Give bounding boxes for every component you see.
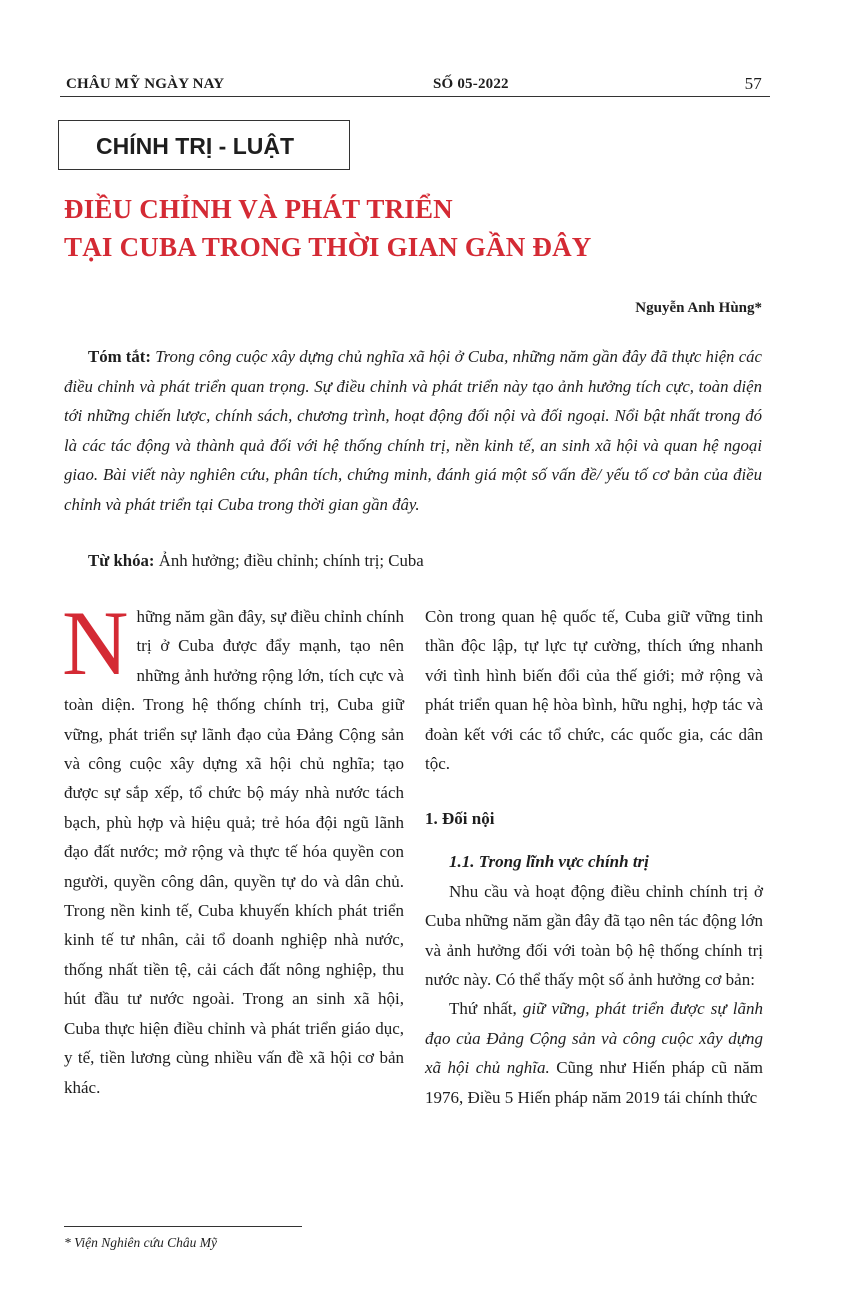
body-left-text: hững năm gần đây, sự điều chỉnh chính trị ở Cuba được đẩy mạnh, tạo nên những ảnh hưởng rộng lớn, tích cực và toàn diện. Trong hệ thống chính trị, Cuba giữ vững, phát triển sự lãnh đạo của Đảng Cộng sản và công cuộc xây dựng xã hội chủ nghĩa; tạo được sự sắp xếp, tổ chức bộ máy nhà nước tách bạch, phù hợp và hiệu quả; trẻ hóa đội ngũ lãnh đạo đất nước; mở rộng và thực tế hóa quyền con người, quyền công dân, quyền tự do và dân chủ. Trong nền kinh tế, Cuba khuyến khích phát triển kinh tế tư nhân, cải tổ doanh nghiệp nhà nước, thống nhất tiền tệ, cải cách đất nông nghiệp, thu hút đầu tư nước ngoài. Trong an sinh xã hội, Cuba thực hiện điều chỉnh và phát triển giáo dục, y tế, tiền lương cùng nhiều vấn đề xã hội cơ bản khác.: [64, 607, 404, 1097]
body-right-intro: Còn trong quan hệ quốc tế, Cuba giữ vững tinh thần độc lập, tự lực tự cường, thích ứng nhanh với tình hình biến đổi của thế giới; mở rộng và phát triển quan hệ hòa bình, hữu nghị, hợp tác và đoàn kết với các tổ chức, các quốc gia, các dân tộc.: [425, 607, 763, 774]
footnote: * Viện Nghiên cứu Châu Mỹ: [64, 1235, 217, 1250]
abstract-label: Tóm tắt:: [88, 347, 151, 366]
title-line-1: ĐIỀU CHỈNH VÀ PHÁT TRIỂN: [64, 194, 453, 224]
abstract-text: Trong công cuộc xây dựng chủ nghĩa xã hội ở Cuba, những năm gần đây đã thực hiện các điều chỉnh và phát triển quan trọng. Sự điều chỉnh và phát triển này tạo ảnh hưởng tích cực, toàn diện tới những chiến lược, chính sách, chương trình, hoạt động đối nội và đối ngoại. Nổi bật nhất trong đó là các tác động và thành quả đối với hệ thống chính trị, nền kinh tế, an sinh xã hội và quan hệ ngoại giao. Bài viết này nghiên cứu, phân tích, chứng minh, đánh giá một số vấn đề/ yếu tố cơ bản của điều chỉnh và phát triển tại Cuba trong thời gian gần đây.: [64, 347, 762, 514]
body-paragraph-1: Nhu cầu và hoạt động điều chỉnh chính trị ở Cuba những năm gần đây đã tạo nên tác động lớn và ảnh hưởng đối với toàn bộ hệ thống chính trị nước này. Có thể thấy một số ảnh hưởng cơ bản:: [425, 881, 763, 990]
para2-start: Thứ nhất,: [449, 999, 517, 1019]
para2-end: Cũng như Hiến pháp cũ năm 1976, Điều 5 Hiến pháp năm 2019 tái chính thức: [425, 1058, 763, 1107]
keywords-label: Từ khóa:: [88, 551, 155, 570]
abstract: [64, 342, 762, 519]
drop-cap: N: [62, 592, 129, 694]
title-line-2: TẠI CUBA TRONG THỜI GIAN GẦN ĐÂY: [64, 232, 592, 262]
footnote-divider: [64, 1226, 302, 1227]
author-name: Nguyễn Anh Hùng*: [635, 300, 762, 316]
body-paragraph-2: [425, 994, 763, 1112]
body-column-right: [425, 602, 763, 1112]
subsection-heading: 1.1. Trong lĩnh vực chính trị: [449, 852, 649, 872]
keywords-text: Ảnh hưởng; điều chỉnh; chính trị; Cuba: [158, 551, 424, 570]
article-title: [64, 190, 784, 266]
issue-number: SỐ 05-2022: [433, 76, 509, 92]
section-heading: 1. Đối nội: [425, 809, 495, 829]
journal-name: CHÂU MỸ NGÀY NAY: [66, 76, 225, 92]
page-number: 57: [744, 74, 762, 93]
running-header: [60, 74, 770, 97]
section-label: CHÍNH TRỊ - LUẬT: [58, 120, 350, 170]
keywords: [64, 546, 762, 575]
body-column-left: [62, 592, 404, 1102]
para2-italic: giữ vững, phát triển được sự lãnh đạo của Đảng Cộng sản và công cuộc xây dựng xã hội chủ nghĩa.: [425, 999, 763, 1078]
